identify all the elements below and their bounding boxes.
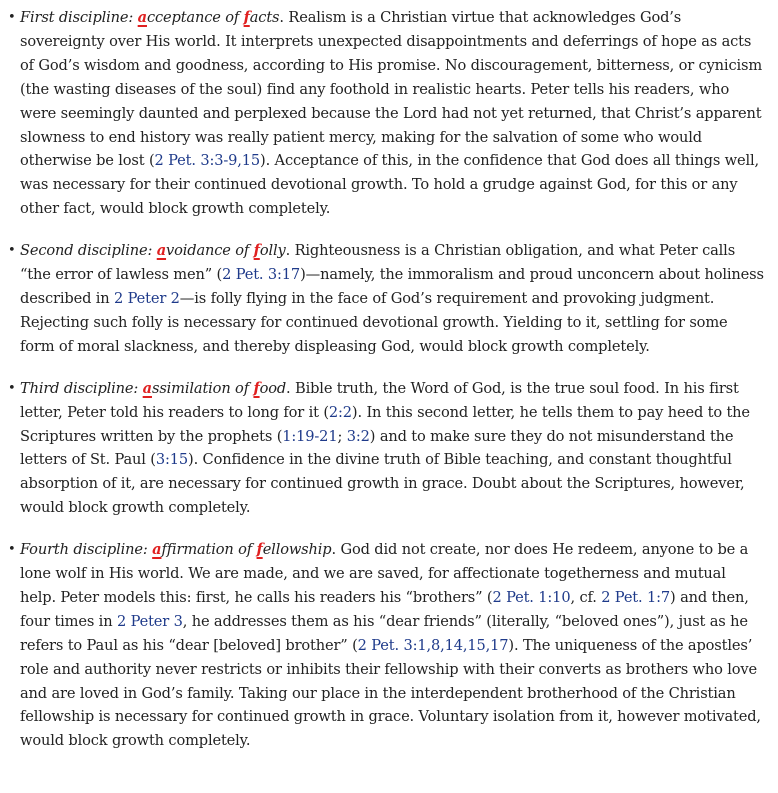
body-text: ). The uniqueness of the apostles’ role and authority never restricts or inhibits their fellowship with their converts as brothers who love and are loved in God’s family. Taking our place in the interdependent brotherhood of the Christian fellowship is necessary for continued growth in grace. Voluntary isolation from it, however motivated, would block growth completely. bbox=[20, 636, 761, 750]
lead-word-rest: ssimilation of bbox=[151, 379, 254, 397]
body-text: . Realism is a Christian virtue that acknowledges God’s sovereignty over His world. It interprets unexpected disappointments and deferrings of hope as acts of God’s wisdom and goodness, according to His promise. No discouragement, bitterness, or cynicism (the wasting diseases of the soul) find any foothold in realistic hearts. Peter tells his readers, who were seemingly daunted and perplexed because the Lord had not yet returned, that Christ’s apparent slowness to end history was really patient mercy, making for the salvation of some who would otherwise be lost ( bbox=[20, 9, 763, 170]
bullet-marker: • bbox=[8, 542, 16, 558]
highlight-letter: f bbox=[253, 242, 260, 260]
discipline-item bbox=[8, 538, 766, 753]
discipline-item bbox=[8, 6, 766, 221]
highlight-letter: f bbox=[243, 9, 250, 26]
scripture-reference-link[interactable]: 2 Peter 3 bbox=[116, 612, 183, 630]
discipline-lead bbox=[20, 380, 286, 397]
lead-label: Fourth discipline: bbox=[20, 541, 153, 559]
bullet-marker: • bbox=[8, 243, 16, 259]
scripture-reference-link[interactable]: 2 Pet. 1:10 bbox=[492, 588, 571, 606]
scripture-reference-link[interactable]: 2 Pet. 1:7 bbox=[601, 588, 671, 606]
body-text: )—namely, the immoralism and proud unconcern about holiness described in bbox=[20, 266, 764, 307]
lead-label: Third discipline: bbox=[20, 379, 143, 397]
body-text: ). Confidence in the divine truth of Bible teaching, and constant thoughtful absorption of it, are necessary for continued growth in grace. Doubt about the Scriptures, however, would block growth completely. bbox=[20, 451, 745, 517]
lead-word-rest: cceptance of bbox=[146, 9, 244, 26]
highlight-letter: f bbox=[256, 541, 263, 559]
highlight-letter: a bbox=[137, 9, 147, 26]
discipline-lead bbox=[20, 9, 279, 26]
body-text: ) and then, four times in bbox=[20, 588, 749, 630]
body-text: . Bible truth, the Word of God, is the true soul food. In his first letter, Peter told his readers to long for it ( bbox=[20, 379, 739, 421]
highlight-letter: a bbox=[156, 242, 167, 260]
lead-label: Second discipline: bbox=[20, 242, 157, 260]
body-text: —is folly flying in the face of God’s requirement and provoking judgment. Rejecting such folly is necessary for continued devotional growth. Yielding to it, settling for some form of moral slackness, and thereby displeasing God, would block growth completely. bbox=[20, 289, 728, 355]
lead-label: First discipline: bbox=[20, 9, 138, 26]
discipline-paragraph bbox=[20, 377, 766, 520]
lead-word-rest: olly bbox=[259, 242, 286, 260]
body-text: . God did not create, nor does He redeem, anyone to be a lone wolf in His world. We are made, and we are saved, for affectionate togetherness and mutual help. Peter models this: first, he calls his readers his “brothers” ( bbox=[20, 541, 749, 606]
discipline-paragraph bbox=[20, 6, 766, 221]
body-text: , he addresses them as his “dear friends” (literally, “beloved ones”), just as he refers to Paul as his “dear [beloved] brother” ( bbox=[20, 612, 748, 654]
body-text: ). Acceptance of this, in the confidence that God does all things well, was necessary for their continued devotional growth. To hold a grudge against God, for this or any other fact, would block growth completely. bbox=[20, 152, 760, 218]
body-text: , cf. bbox=[570, 588, 602, 606]
body-text: ; bbox=[337, 427, 347, 445]
lead-word-rest: ood bbox=[259, 379, 287, 397]
discipline-lead bbox=[20, 541, 332, 558]
body-text: . Righteousness is a Christian obligation, and what Peter calls “the error of lawless men” ( bbox=[20, 242, 736, 284]
scripture-reference-link[interactable]: 2 Pet. 3:17 bbox=[222, 266, 301, 284]
lead-word-rest: voidance of bbox=[166, 242, 254, 260]
lead-word-rest: acts bbox=[249, 9, 280, 26]
highlight-letter: a bbox=[152, 541, 162, 559]
bullet-marker: • bbox=[8, 10, 16, 25]
scripture-reference-link[interactable]: 3:15 bbox=[155, 451, 189, 469]
discipline-paragraph bbox=[20, 538, 766, 753]
lead-word-rest: ffirmation of bbox=[161, 541, 257, 559]
scripture-reference-link[interactable]: 2:2 bbox=[328, 403, 352, 421]
body-text: ). In this second letter, he tells them to pay heed to the Scriptures written by the prophets ( bbox=[20, 403, 750, 445]
discipline-item bbox=[8, 239, 766, 359]
scripture-reference-link[interactable]: 2 Pet. 3:3-9,15 bbox=[154, 152, 261, 170]
discipline-lead bbox=[20, 242, 286, 259]
highlight-letter: a bbox=[142, 379, 152, 397]
discipline-paragraph bbox=[20, 239, 766, 359]
discipline-item bbox=[8, 377, 766, 520]
body-text: ) and to make sure they do not misunderstand the letters of St. Paul ( bbox=[20, 427, 734, 469]
scripture-reference-link[interactable]: 3:2 bbox=[346, 427, 370, 445]
scripture-reference-link[interactable]: 1:19-21 bbox=[282, 427, 338, 445]
scripture-reference-link[interactable]: 2 Peter 2 bbox=[114, 289, 180, 307]
bullet-marker: • bbox=[8, 380, 16, 396]
lead-word-rest: ellowship bbox=[262, 541, 332, 559]
highlight-letter: f bbox=[253, 379, 260, 397]
scripture-reference-link[interactable]: 2 Pet. 3:1,8,14,15,17 bbox=[357, 636, 509, 654]
